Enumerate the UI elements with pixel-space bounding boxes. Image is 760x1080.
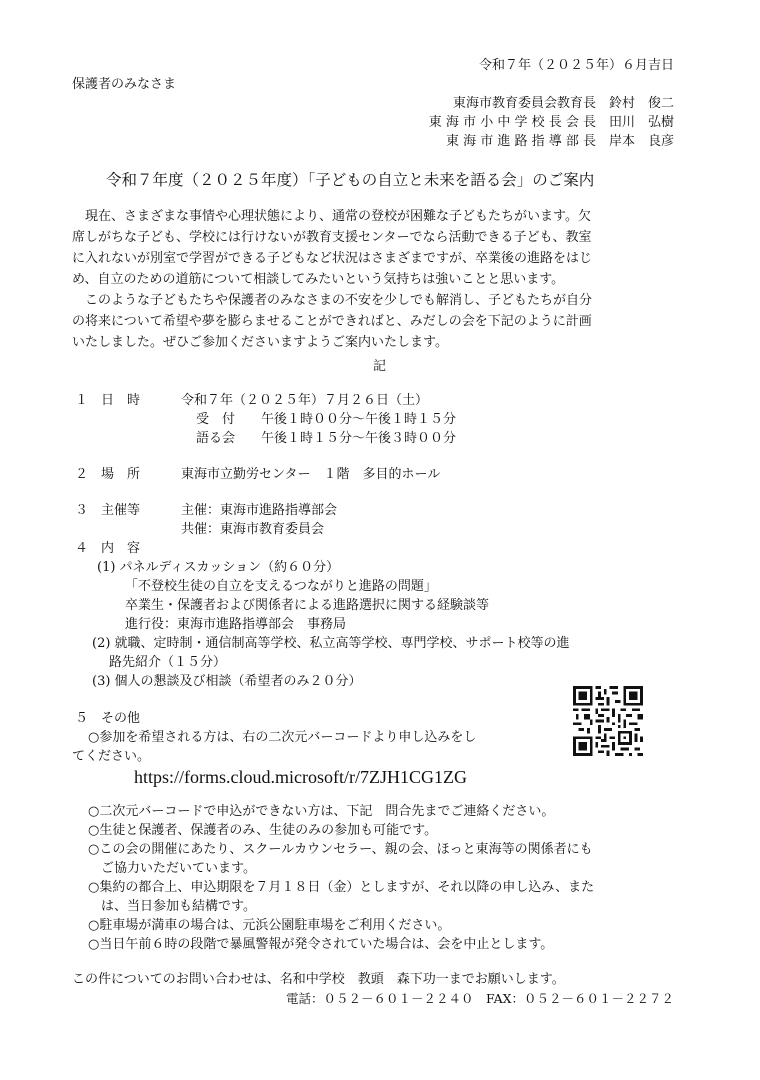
content-line: (3) 個人の懇談及び相談（希望者のみ２０分） <box>92 674 362 689</box>
issue-date: 令和７年（２０２５年）６月吉日 <box>478 58 674 73</box>
intro-line: め、自立のための道筋について相談してみたいという気持ちは強いことと思います。 <box>72 272 565 287</box>
note-line: ○この会の開催にあたり、スクールカウンセラー、親の会、ほっと東海等の関係者にも <box>88 842 593 857</box>
note-line: ○駐車場が満車の場合は、元浜公園駐車場をご利用ください。 <box>88 918 451 933</box>
content-line: 「不登校生徒の自立を支えるつながりと進路の問題」 <box>125 579 437 594</box>
form-url-link[interactable]: https://forms.cloud.microsoft/r/7ZJH1CG1ZG <box>134 767 467 787</box>
content-line: 進行役：東海市進路指導部会 事務局 <box>125 617 347 632</box>
note-line: ○当日午前６時の段階で暴風警報が発令されていた場合は、会を中止とします。 <box>88 937 554 952</box>
host-label: ３ 主催等 <box>75 503 141 518</box>
content-line: (2) 就職、定時制・通信制高等学校、私立高等学校、専門学校、サポート校等の進 <box>92 636 570 651</box>
contact-line: この件についてのお問い合わせは、名和中学校 教頭 森下功一までお願いします。 <box>72 972 565 987</box>
reception-time: 受 付 午後１時００分～午後１時１５分 <box>196 412 457 427</box>
apply-line: ○参加を希望される方は、右の二次元バーコードより申し込みをし <box>88 730 477 745</box>
note-line: は、当日参加も結構です。 <box>88 899 256 914</box>
document-title: 令和７年度（２０２５年度）「子どもの自立と未来を語る会」のご案内 <box>106 171 595 189</box>
intro-line: 現在、さまざまな事情や心理状態により、通常の登校が困難な子どもたちがいます。欠 <box>72 209 591 224</box>
date-value: 令和７年（２０２５年）７月２６日（土） <box>181 393 429 408</box>
place-value: 東海市立勤労センター １階 多目的ホール <box>181 467 441 482</box>
content-line: (1) パネルディスカッション（約６０分） <box>97 560 340 575</box>
note-line: ○集約の都合上、申込期限を７月１８日（金）としますが、それ以降の申し込み、また <box>88 880 595 895</box>
phone-fax: 電話：０５２－６０１－２２４０ FAX：０５２－６０１－２２７２ <box>285 991 674 1006</box>
content-label: ４ 内 容 <box>75 541 141 556</box>
content-line: 卒業生・保護者および関係者による進路選択に関する経験談等 <box>125 598 490 613</box>
other-label: ５ その他 <box>75 711 141 726</box>
place-label: ２ 場 所 <box>75 467 141 482</box>
sender-1: 東海市教育委員会教育長 鈴村 俊二 <box>452 96 674 111</box>
intro-line: に入れないが別室で学習ができる子どもなど状況はさまざまですが、卒業後の進路をはじ <box>72 251 593 266</box>
date-label: １ 日 時 <box>75 393 141 408</box>
note-line: ○二次元バーコードで申込ができない方は、下記 問合先までご連絡ください。 <box>88 804 555 819</box>
content-line: 路先紹介（１５分） <box>109 655 227 670</box>
sender-3: 東 海 市 進 路 指 導 部 長 岸本 良彦 <box>445 134 674 149</box>
cohost-value: 共催：東海市教育委員会 <box>181 522 325 537</box>
note-line: ご協力いただいています。 <box>88 861 256 876</box>
qr-code-icon[interactable] <box>573 686 643 756</box>
ki-heading: 記 <box>373 359 387 374</box>
intro-line: の将来について希望や夢を膨らませることができればと、みだしの会を下記のように計画 <box>72 314 592 329</box>
intro-line: 席しがちな子ども、学校には行けないが教育支援センターでなら活動できる子ども、教室 <box>72 230 592 245</box>
recipient: 保護者のみなさま <box>72 77 177 92</box>
apply-line: てください。 <box>72 749 151 764</box>
host-value: 主催：東海市進路指導部会 <box>181 503 338 518</box>
intro-line: このような子どもたちや保護者のみなさまの不安を少しでも解消し、子どもたちが自分 <box>72 293 593 308</box>
sender-2: 東 海 市 小 中 学 校 長 会 長 田川 弘樹 <box>428 115 674 130</box>
note-line: ○生徒と保護者、保護者のみ、生徒のみの参加も可能です。 <box>88 823 438 838</box>
intro-line: いたしました。ぜひご参加くださいますようご案内いたします。 <box>72 335 448 350</box>
talk-time: 語る会 午後１時１５分～午後３時００分 <box>196 431 457 446</box>
